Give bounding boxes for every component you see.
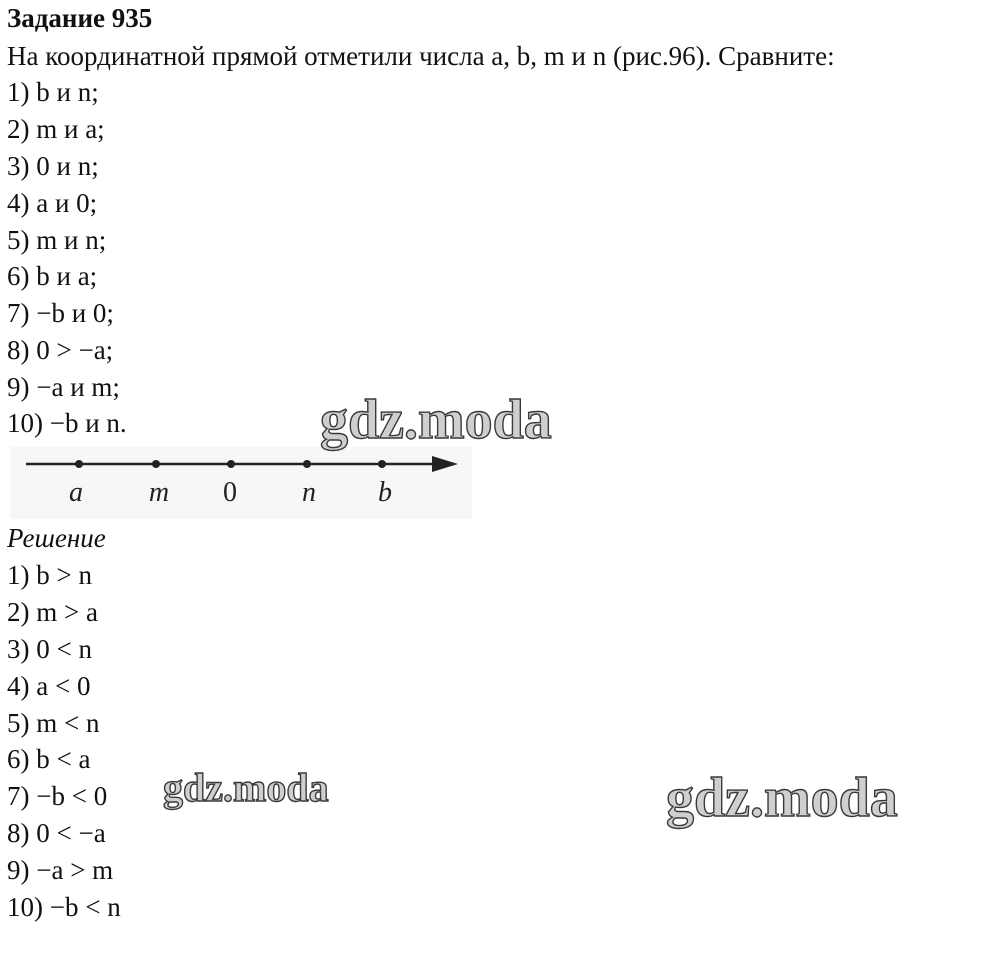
point-a — [75, 460, 83, 468]
arrow-icon — [432, 456, 458, 472]
task-item-3: 3) 0 и n; — [7, 151, 99, 181]
number-line-figure — [10, 447, 472, 519]
solution-item-7: 7) −b < 0 — [7, 781, 108, 811]
task-item-9: 9) −a и m; — [7, 372, 120, 402]
point-b — [378, 460, 386, 468]
task-statement: На координатной прямой отметили числа a, b, m и n (рис.96). Сравните: — [7, 41, 835, 71]
solution-item-3: 3) 0 < n — [7, 634, 92, 664]
solution-item-6: 6) b < a — [7, 744, 91, 774]
watermark-middle-right: gdz.moda — [666, 767, 898, 829]
watermark-top: gdz.moda — [320, 389, 552, 451]
label-b: b — [378, 477, 392, 508]
label-a: a — [69, 477, 83, 508]
solution-heading: Решение — [7, 523, 106, 553]
solution-item-10: 10) −b < n — [7, 892, 121, 922]
task-item-2: 2) m и a; — [7, 114, 105, 144]
point-n — [303, 460, 311, 468]
label-zero: 0 — [223, 477, 237, 508]
task-item-7: 7) −b и 0; — [7, 298, 114, 328]
task-item-4: 4) a и 0; — [7, 188, 98, 218]
solution-item-4: 4) a < 0 — [7, 671, 91, 701]
task-item-6: 6) b и a; — [7, 261, 98, 291]
label-m: m — [148, 477, 170, 508]
label-n: n — [302, 477, 316, 508]
solution-item-5: 5) m < n — [7, 708, 100, 738]
task-item-5: 5) m и n; — [7, 225, 107, 255]
point-0 — [227, 460, 235, 468]
point-m — [152, 460, 160, 468]
solution-item-8: 8) 0 < −a — [7, 818, 106, 848]
solution-item-1: 1) b > n — [7, 560, 92, 590]
task-item-8: 8) 0 > −a; — [7, 335, 114, 365]
solution-item-9: 9) −a > m — [7, 855, 114, 885]
solution-item-2: 2) m > a — [7, 597, 98, 627]
task-item-1: 1) b и n; — [7, 77, 99, 107]
number-line-svg — [10, 447, 472, 519]
watermark-middle-left: gdz.moda — [163, 765, 329, 810]
task-title: Задание 935 — [7, 3, 153, 33]
task-item-10: 10) −b и n. — [7, 408, 127, 438]
